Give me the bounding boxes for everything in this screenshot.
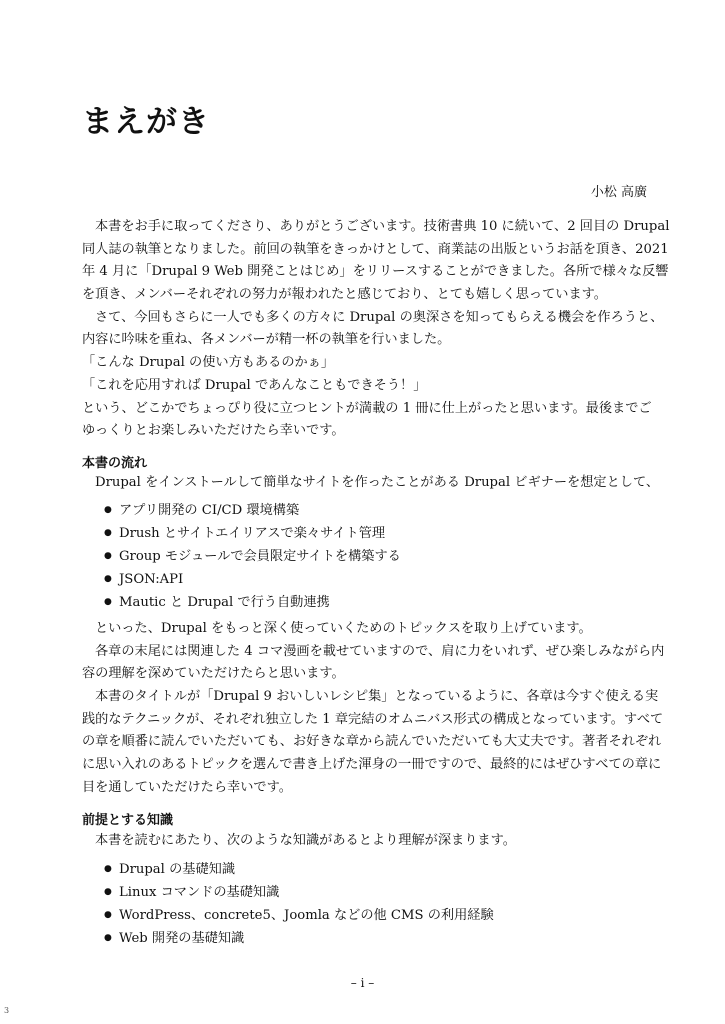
- text-line: 本書をお手に取ってくださり、ありがとうございます。技術書典 10 に続いて、2 回目の Drupal: [95, 219, 670, 234]
- text-line: 践的なテクニックが、それぞれ独立した 1 章完結のオムニバス形式の構成となっています。すべて: [82, 711, 664, 727]
- list-item-text: Group モジュールで会員限定サイトを構築する: [119, 549, 401, 564]
- list-item-text: アプリ開発の CI/CD 環境構築: [119, 503, 300, 518]
- list-item-text: JSON:API: [119, 572, 184, 587]
- text-line: 「これを応用すれば Drupal であんなこともできそう！」: [82, 377, 427, 393]
- text-line: 容の理解を深めていただけたらと思います。: [82, 666, 345, 682]
- lead-text: Drupal をインストールして簡単なサイトを作ったことがある Drupal ビギナーを想定として、: [95, 475, 660, 490]
- list-item: [104, 904, 494, 927]
- text-line: という、どこかでちょっぴり役に立つヒントが満載の 1 冊に仕上がったと思います。最後までご: [82, 400, 652, 416]
- list-item: [104, 545, 401, 568]
- list-item: [104, 927, 494, 950]
- list-item: [104, 499, 401, 522]
- page-title: まえがき: [82, 104, 210, 140]
- prerequisite-list: [104, 858, 494, 950]
- list-item-text: Drush とサイトエイリアスで楽々サイト管理: [119, 526, 386, 541]
- list-item-text: Web 開発の基礎知識: [119, 931, 245, 946]
- bullet-icon: ●: [104, 597, 112, 607]
- bullet-icon: ●: [104, 864, 112, 874]
- text-line: 「こんな Drupal の使い方もあるのかぁ」: [82, 355, 335, 371]
- text-line: の章を順番に読んでいただいても、お好きな章から読んでいただいても大丈夫です。著者それぞれ: [82, 734, 662, 750]
- section1-lead: [82, 472, 660, 495]
- bullet-icon: ●: [104, 887, 112, 897]
- bullet-icon: ●: [104, 505, 112, 515]
- list-item: [104, 881, 494, 904]
- bullet-icon: ●: [104, 933, 112, 943]
- section-heading-flow: 本書の流れ: [82, 456, 148, 471]
- author-name: 小松 高廣: [590, 185, 647, 200]
- text-line: 年 4 月に「Drupal 9 Web 開発ことはじめ」をリリースすることができました。各所で様々な反響: [82, 264, 669, 280]
- bullet-icon: ●: [104, 574, 112, 584]
- text-line: 同人誌の執筆となりました。前回の執筆をきっかけとして、商業誌の出版というお話を頂き、2021: [82, 241, 669, 257]
- text-line: 各章の末尾には関連した 4 コマ漫画を載せていますので、肩に力をいれず、ぜひ楽しみながら内: [95, 643, 665, 659]
- list-item: [104, 591, 401, 614]
- list-item: [104, 858, 494, 881]
- text-line: に思い入れのあるトピックを選んで書き上げた渾身の一冊ですので、最終的にはぜひすべての章に: [82, 757, 662, 773]
- list-item-text: WordPress、concrete5、Joomla などの他 CMS の利用経験: [119, 908, 494, 923]
- text-line: 内容に吟味を重ね、各メンバーが精一杯の執筆を行いました。: [82, 332, 451, 348]
- text-line: 目を通していただけたら幸いです。: [82, 779, 292, 795]
- text-line: といった、Drupal をもっと深く使っていくためのトピックスを取り上げています。: [95, 621, 592, 636]
- text-line: を頂き、メンバーそれぞれの努力が報われたと感じており、とても嬉しく思っています。: [82, 287, 607, 303]
- bullet-icon: ●: [104, 910, 112, 920]
- intro-text: [82, 216, 670, 443]
- text-line: さて、今回もさらに一人でも多くの方々に Drupal の奥深さを知ってもらえる機会を作ろうと、: [95, 309, 664, 325]
- bullet-icon: ●: [104, 528, 112, 538]
- lead-text: 本書を読むにあたり、次のような知識があるとより理解が深まります。: [95, 833, 516, 848]
- text-line: ゆっくりとお楽しみいただけたら幸いです。: [82, 423, 345, 439]
- section1-body: [82, 618, 665, 800]
- list-item-text: Linux コマンドの基礎知識: [119, 885, 280, 900]
- section2-lead: [82, 830, 648, 853]
- list-item: [104, 568, 401, 591]
- text-line: 本書のタイトルが「Drupal 9 おいしいレシピ集」となっているように、各章は今すぐ使える実: [95, 689, 659, 705]
- sheet-number: 3: [4, 1006, 10, 1015]
- list-item-text: Mautic と Drupal で行う自動連携: [119, 595, 330, 610]
- list-item-text: Drupal の基礎知識: [119, 862, 236, 877]
- topic-list: [104, 499, 401, 614]
- section-heading-prerequisites: 前提とする知識: [82, 813, 174, 828]
- list-item: [104, 522, 401, 545]
- bullet-icon: ●: [104, 551, 112, 561]
- page-number: – i –: [350, 976, 375, 990]
